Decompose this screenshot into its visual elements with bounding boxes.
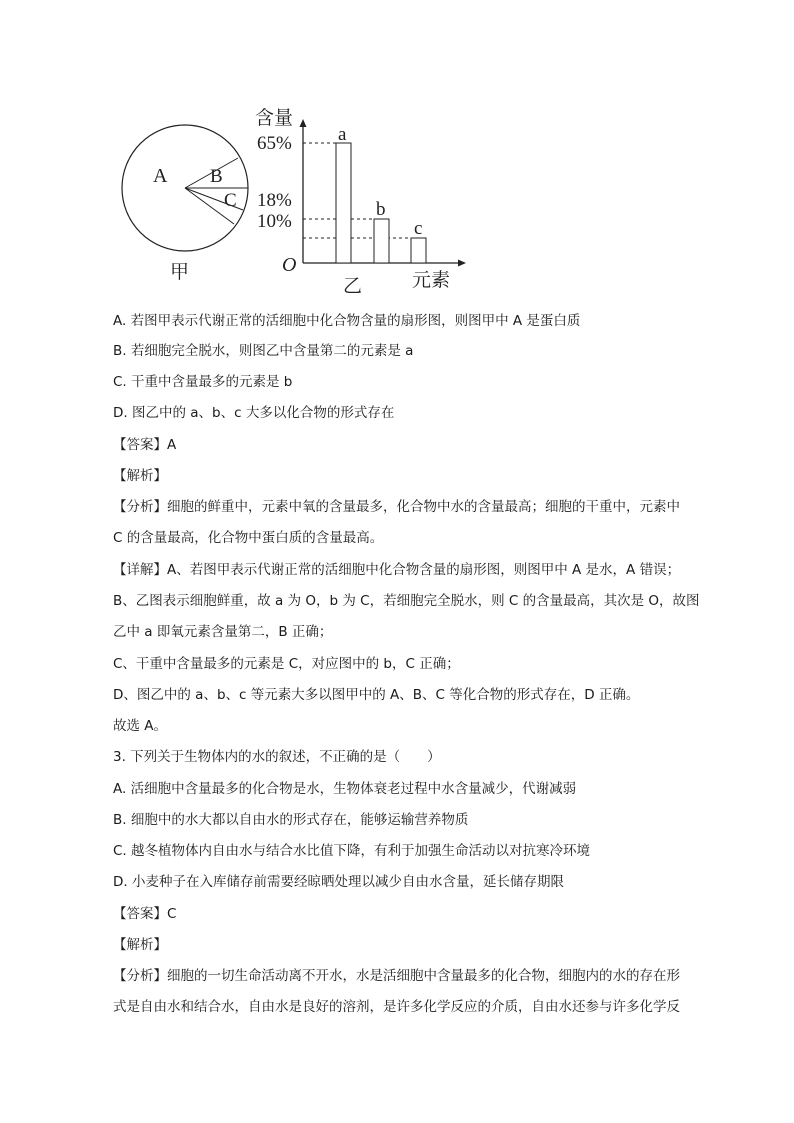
bar-caption: 乙 (343, 276, 363, 297)
bar-label-a: a (338, 124, 347, 145)
x-axis-arrow-icon (458, 260, 466, 267)
bar-x-label: 元素 (412, 270, 451, 291)
option-a: A. 若图甲表示代谢正常的活细胞中化合物含量的扇形图，则图甲中 A 是蛋白质 (113, 313, 581, 329)
analysis-text-2: C 的含量最高，化合物中蛋白质的含量最高。 (113, 530, 384, 546)
tick-label-65: 65% (257, 133, 292, 154)
q3-option-b: B. 细胞中的水大都以自由水的形式存在，能够运输营养物质 (113, 812, 469, 828)
q3-option-d: D. 小麦种子在入库储存前需要经晾晒处理以减少自由水含量，延长储存期限 (113, 874, 564, 890)
bar-label-b: b (376, 199, 386, 220)
q3-analysis-text-2: 式是自由水和结合水，自由水是良好的溶剂，是许多化学反应的介质，自由水还参与许多化学反 (113, 999, 680, 1015)
pie-label-b: B (210, 166, 223, 187)
option-b: B. 若细胞完全脱水，则图乙中含量第二的元素是 a (113, 343, 414, 359)
figure-svg (110, 100, 480, 300)
analysis-heading-3: 【解析】 (113, 937, 167, 953)
answer-1: 【答案】A (113, 437, 177, 453)
tick-label-18: 18% (257, 190, 292, 211)
pie-caption: 甲 (170, 262, 190, 283)
bar-c (411, 238, 426, 263)
q3-option-a: A. 活细胞中含量最多的化合物是水，生物体衰老过程中水含量减少，代谢减弱 (113, 781, 577, 797)
option-c: C. 干重中含量最多的元素是 b (113, 374, 293, 390)
tick-label-10: 10% (257, 211, 292, 232)
bar-label-c: c (414, 218, 423, 239)
bar-a (336, 143, 351, 263)
pie-label-c: C (224, 190, 237, 211)
detail-text-4: C、干重中含量最多的元素是 C，对应图中的 b，C 正确； (113, 656, 460, 672)
q3-option-c: C. 越冬植物体内自由水与结合水比值下降，有利于加强生命活动以对抗寒冷环境 (113, 843, 591, 859)
conclusion-1: 故选 A。 (113, 718, 168, 734)
detail-text-3: 乙中 a 即氧元素含量第二，B 正确； (113, 624, 333, 640)
bar-y-label: 含量 (255, 108, 294, 129)
analysis-heading-1: 【解析】 (113, 468, 167, 484)
detail-text-2: B、乙图表示细胞鲜重，故 a 为 O，b 为 C，若细胞完全脱水，则 C 的含量最高，其次是 O，故图 (113, 593, 700, 609)
q3-analysis-text-1: 【分析】细胞的一切生命活动离不开水，水是活细胞中含量最多的化合物，细胞内的水的存在形 (113, 968, 680, 984)
y-axis-arrow-icon (300, 119, 307, 127)
bar-b (374, 219, 389, 263)
answer-3: 【答案】C (113, 906, 177, 922)
question-3: 3. 下列关于生物体内的水的叙述，不正确的是（ ） (113, 749, 441, 765)
pie-label-a: A (153, 165, 168, 187)
figure (110, 100, 480, 300)
detail-text-5: D、图乙中的 a、b、c 等元素大多以图甲中的 A、B、C 等化合物的形式存在，D 正确。 (113, 687, 640, 703)
option-d: D. 图乙中的 a、b、c 大多以化合物的形式存在 (113, 405, 395, 421)
analysis-text-1: 【分析】细胞的鲜重中，元素中氧的含量最多，化合物中水的含量最高；细胞的干重中，元素中 (113, 499, 680, 515)
detail-text-1: 【详解】A、若图甲表示代谢正常的活细胞中化合物含量的扇形图，则图甲中 A 是水，A 错误； (113, 562, 681, 578)
bar-origin-label: O (282, 254, 297, 276)
